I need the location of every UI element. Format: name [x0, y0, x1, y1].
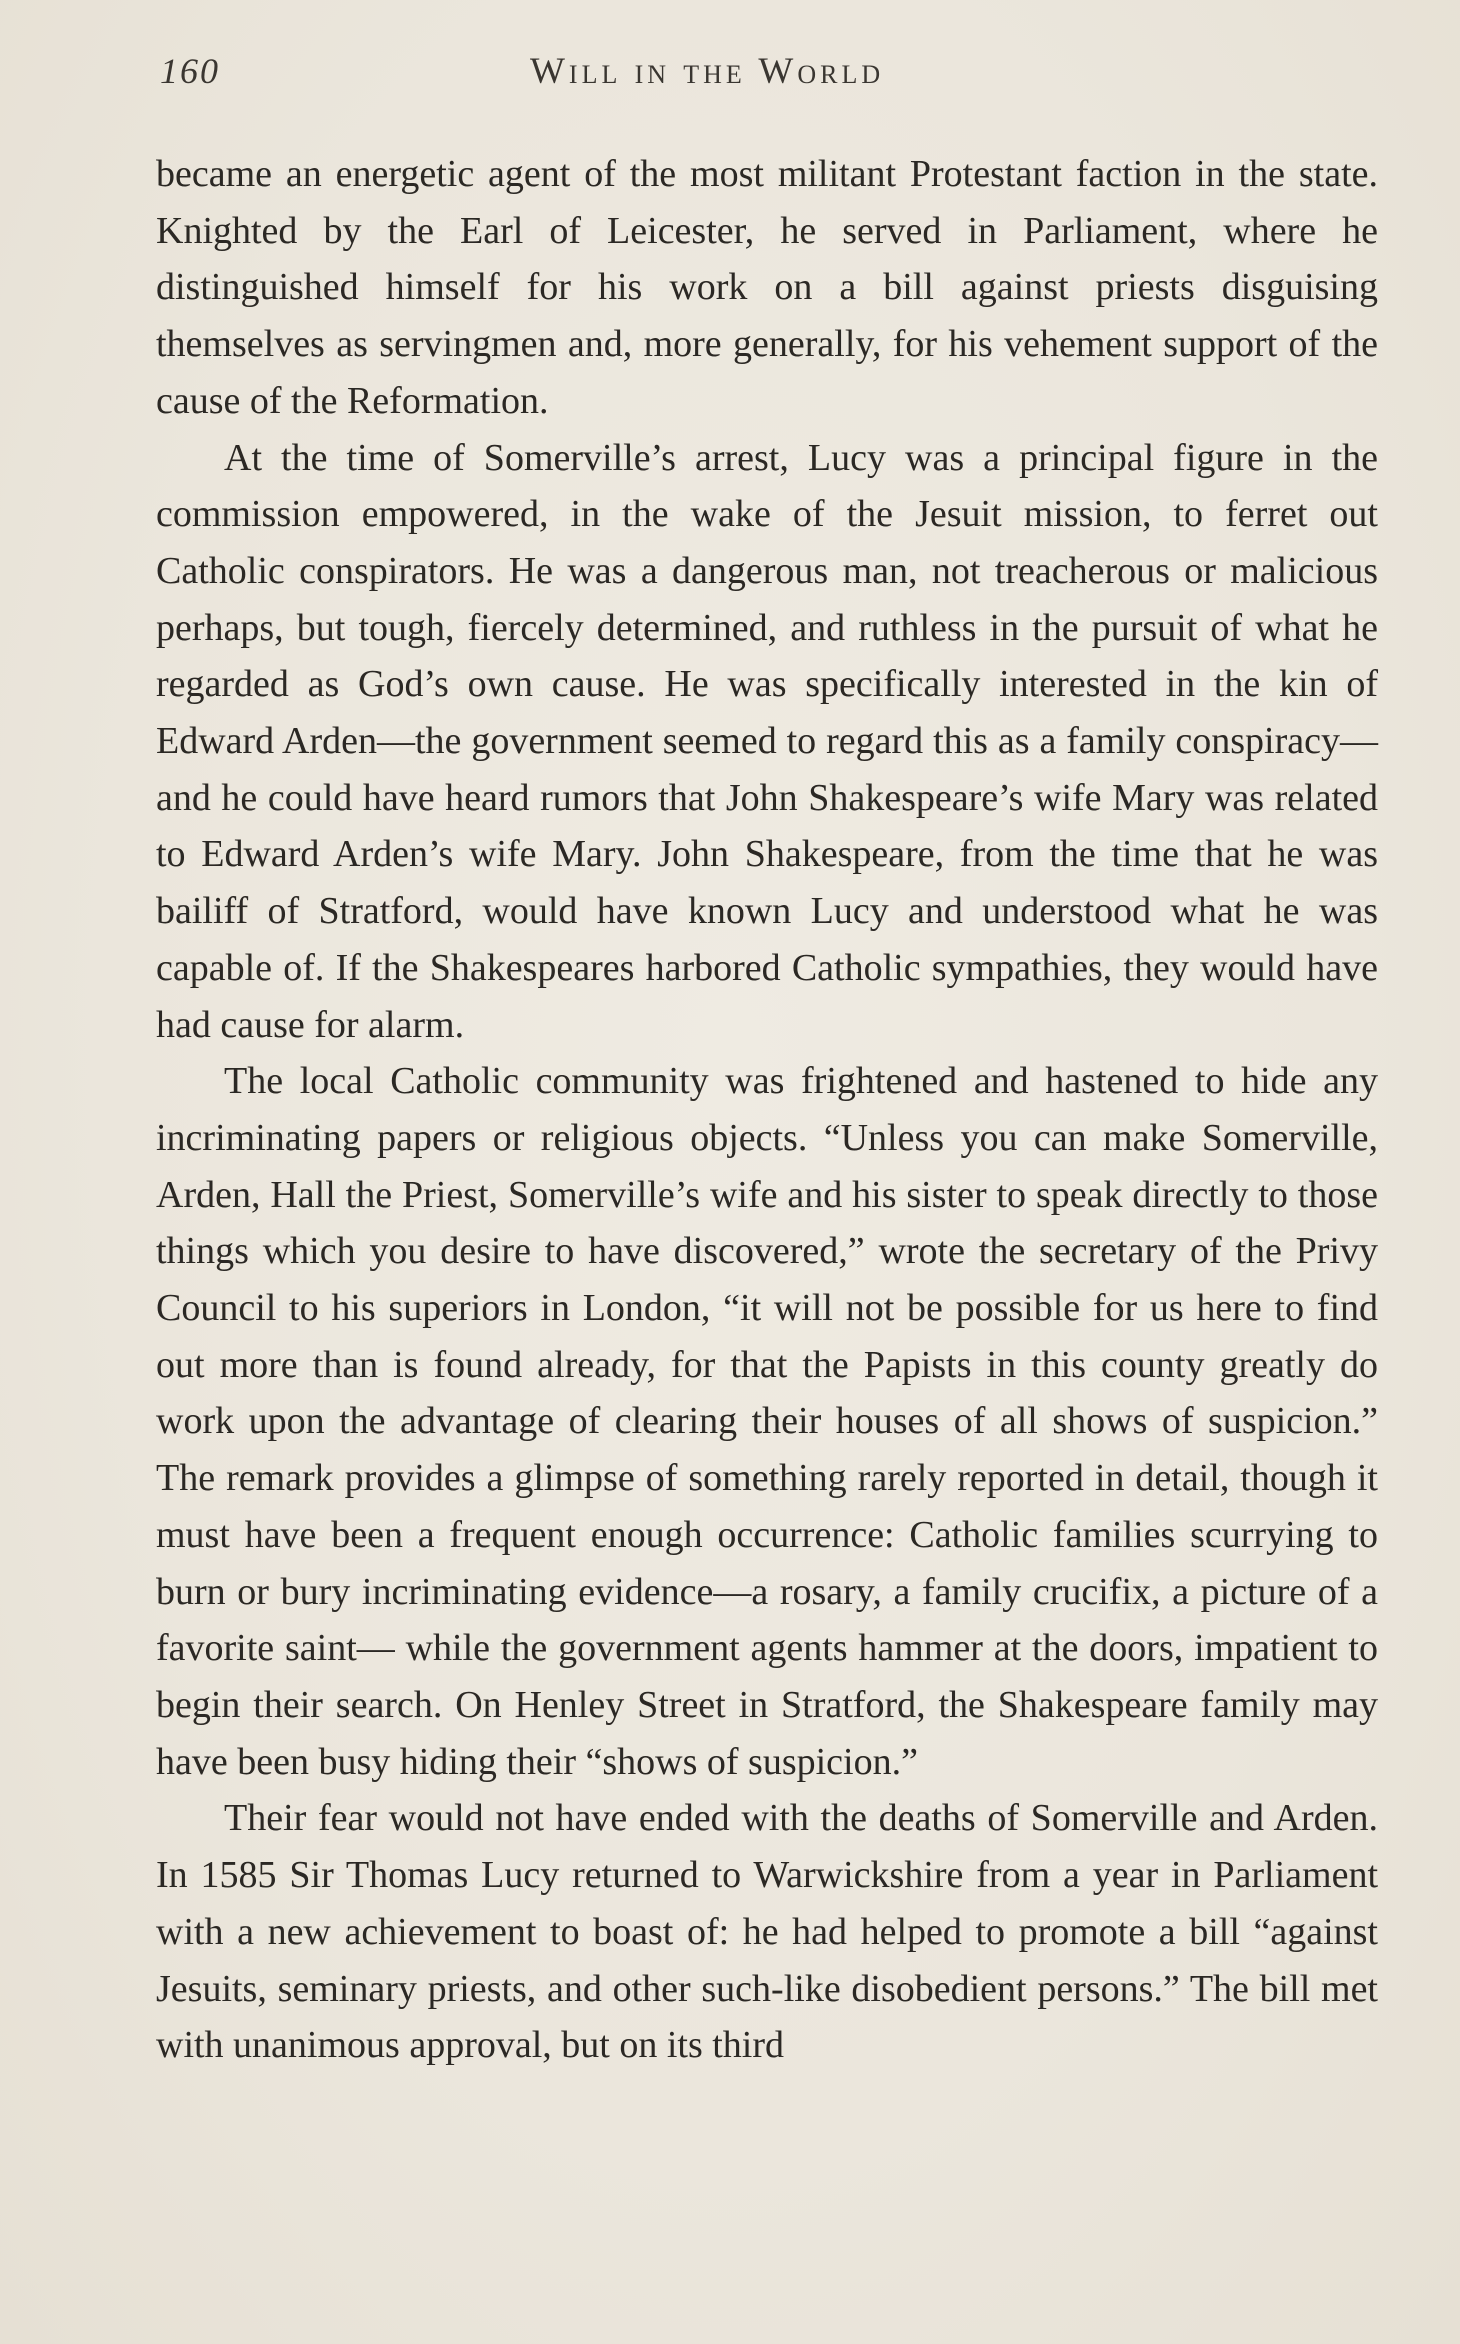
- paragraph-2: At the time of Somerville’s arrest, Lucy was a principal figure in the commission empowered, in the wake of the Jesuit mission, to ferret out Catholic conspirators. He was a dangerous man, not treacherous or malicious perhaps, but tough, fiercely determined, and ruthless in the pursuit of what he regarded as God’s own cause. He was specifically interested in the kin of Edward Arden—the government seemed to regard this as a family conspiracy—and he could have heard rumors that John Shakespeare’s wife Mary was related to Edward Arden’s wife Mary. John Shakespeare, from the time that he was bailiff of Stratford, would have known Lucy and understood what he was capable of. If the Shakespeares harbored Catholic sympathies, they would have had cause for alarm.: [156, 436, 1378, 1046]
- paragraph-1: became an energetic agent of the most militant Protestant faction in the state. Knighted by the Earl of Leicester, he served in Parliament, where he distinguished himself for his work on a bill against priests disguising themselves as servingmen and, more generally, for his vehement support of the cause of the Reformation.: [156, 153, 1378, 422]
- paragraph-3: The local Catholic community was frightened and hastened to hide any incriminating papers or religious objects. “Unless you can make Somerville, Arden, Hall the Priest, Somerville’s wife and his sister to speak directly to those things which you desire to have discovered,” wrote the secretary of the Privy Council to his superiors in London, “it will not be possible for us here to find out more than is found already, for that the Papists in this county greatly do work upon the advantage of clearing their houses of all shows of suspicion.” The remark provides a glimpse of something rarely reported in detail, though it must have been a frequent enough occurrence: Catholic families scurrying to burn or bury incriminating evidence—a rosary, a family crucifix, a picture of a favorite saint— while the government agents hammer at the doors, impatient to begin their search. On Henley Street in Stratford, the Shakespeare family may have been busy hiding their “shows of suspicion.”: [156, 1060, 1378, 1783]
- body-text: [156, 146, 1378, 2074]
- book-title: Will in the World: [530, 51, 885, 92]
- paragraph-4: Their fear would not have ended with the deaths of Somerville and Arden. In 1585 Sir Thomas Lucy returned to Warwickshire from a year in Parliament with a new achievement to boast of: he had helped to promote a bill “against Jesuits, seminary priests, and other such-like disobedient persons.” The bill met with unanimous approval, but on its third: [156, 1797, 1378, 2067]
- running-head: [0, 46, 1460, 96]
- page-number: 160: [160, 51, 220, 91]
